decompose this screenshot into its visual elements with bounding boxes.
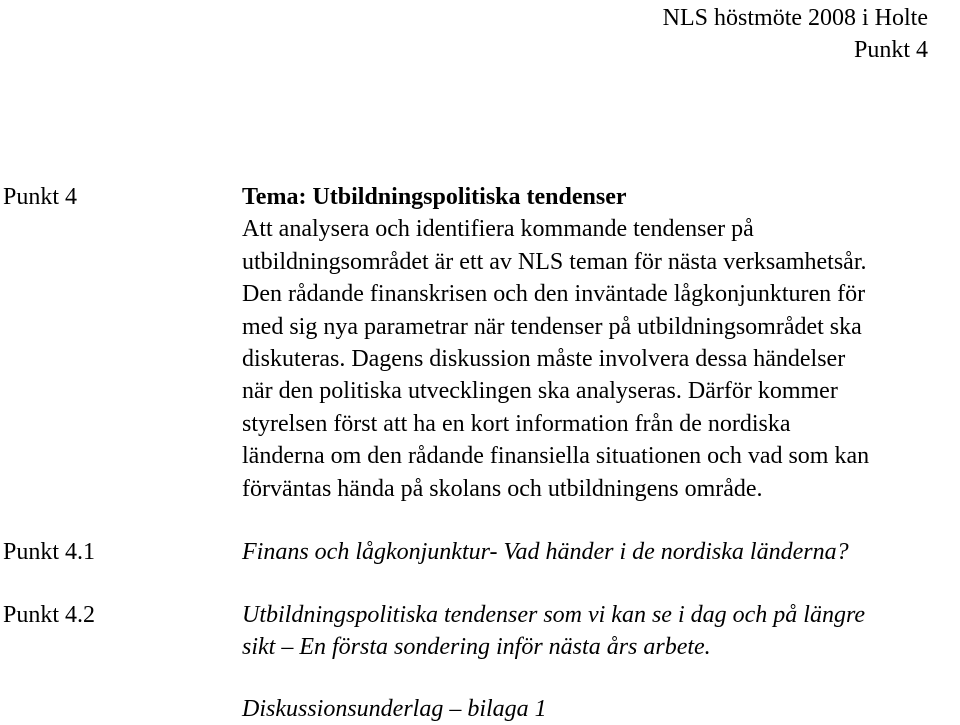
section-title: Tema: Utbildningspolitiska tendenser: [242, 184, 627, 210]
body-line: med sig nya parametrar när tendenser på utbildningsområdet ska: [242, 313, 862, 340]
body-line: utbildningsområdet är ett av NLS teman för nästa verksamhetsår.: [242, 248, 867, 275]
body-line: Den rådande finanskrisen och den inväntade lågkonjunkturen för: [242, 281, 866, 308]
header-item-number: Punkt 4: [853, 37, 928, 63]
body-line: när den politiska utvecklingen ska analyseras. Därför kommer: [242, 378, 838, 405]
body-line: Att analysera och identifiera kommande tendenser på: [242, 216, 754, 243]
label-punkt-4: Punkt 4: [3, 184, 78, 210]
punkt-4-2-line-1: Utbildningspolitiska tendenser som vi kan se i dag och på längre: [242, 602, 866, 628]
body-line: styrelsen först att ha en kort information från de nordiska: [242, 410, 791, 437]
main-section: [242, 181, 960, 505]
body-line: förväntas hända på skolans och utbildningens område.: [242, 475, 763, 502]
punkt-4-1-text: Finans och lågkonjunktur- Vad händer i de nordiska länderna?: [242, 539, 849, 565]
punkt-4-2-line-2: sikt – En första sondering inför nästa års arbete.: [242, 634, 711, 660]
attachment-reference: Diskussionsunderlag – bilaga 1: [242, 696, 547, 722]
header-meeting-title: NLS höstmöte 2008 i Holte: [662, 5, 928, 31]
body-line: diskuteras. Dagens diskussion måste involvera dessa händelser: [242, 346, 846, 373]
label-punkt-4-1: Punkt 4.1: [3, 539, 96, 565]
label-punkt-4-2: Punkt 4.2: [3, 602, 96, 628]
document-header: [663, 2, 928, 66]
body-line: länderna om den rådande finansiella situationen och vad som kan: [242, 443, 870, 470]
